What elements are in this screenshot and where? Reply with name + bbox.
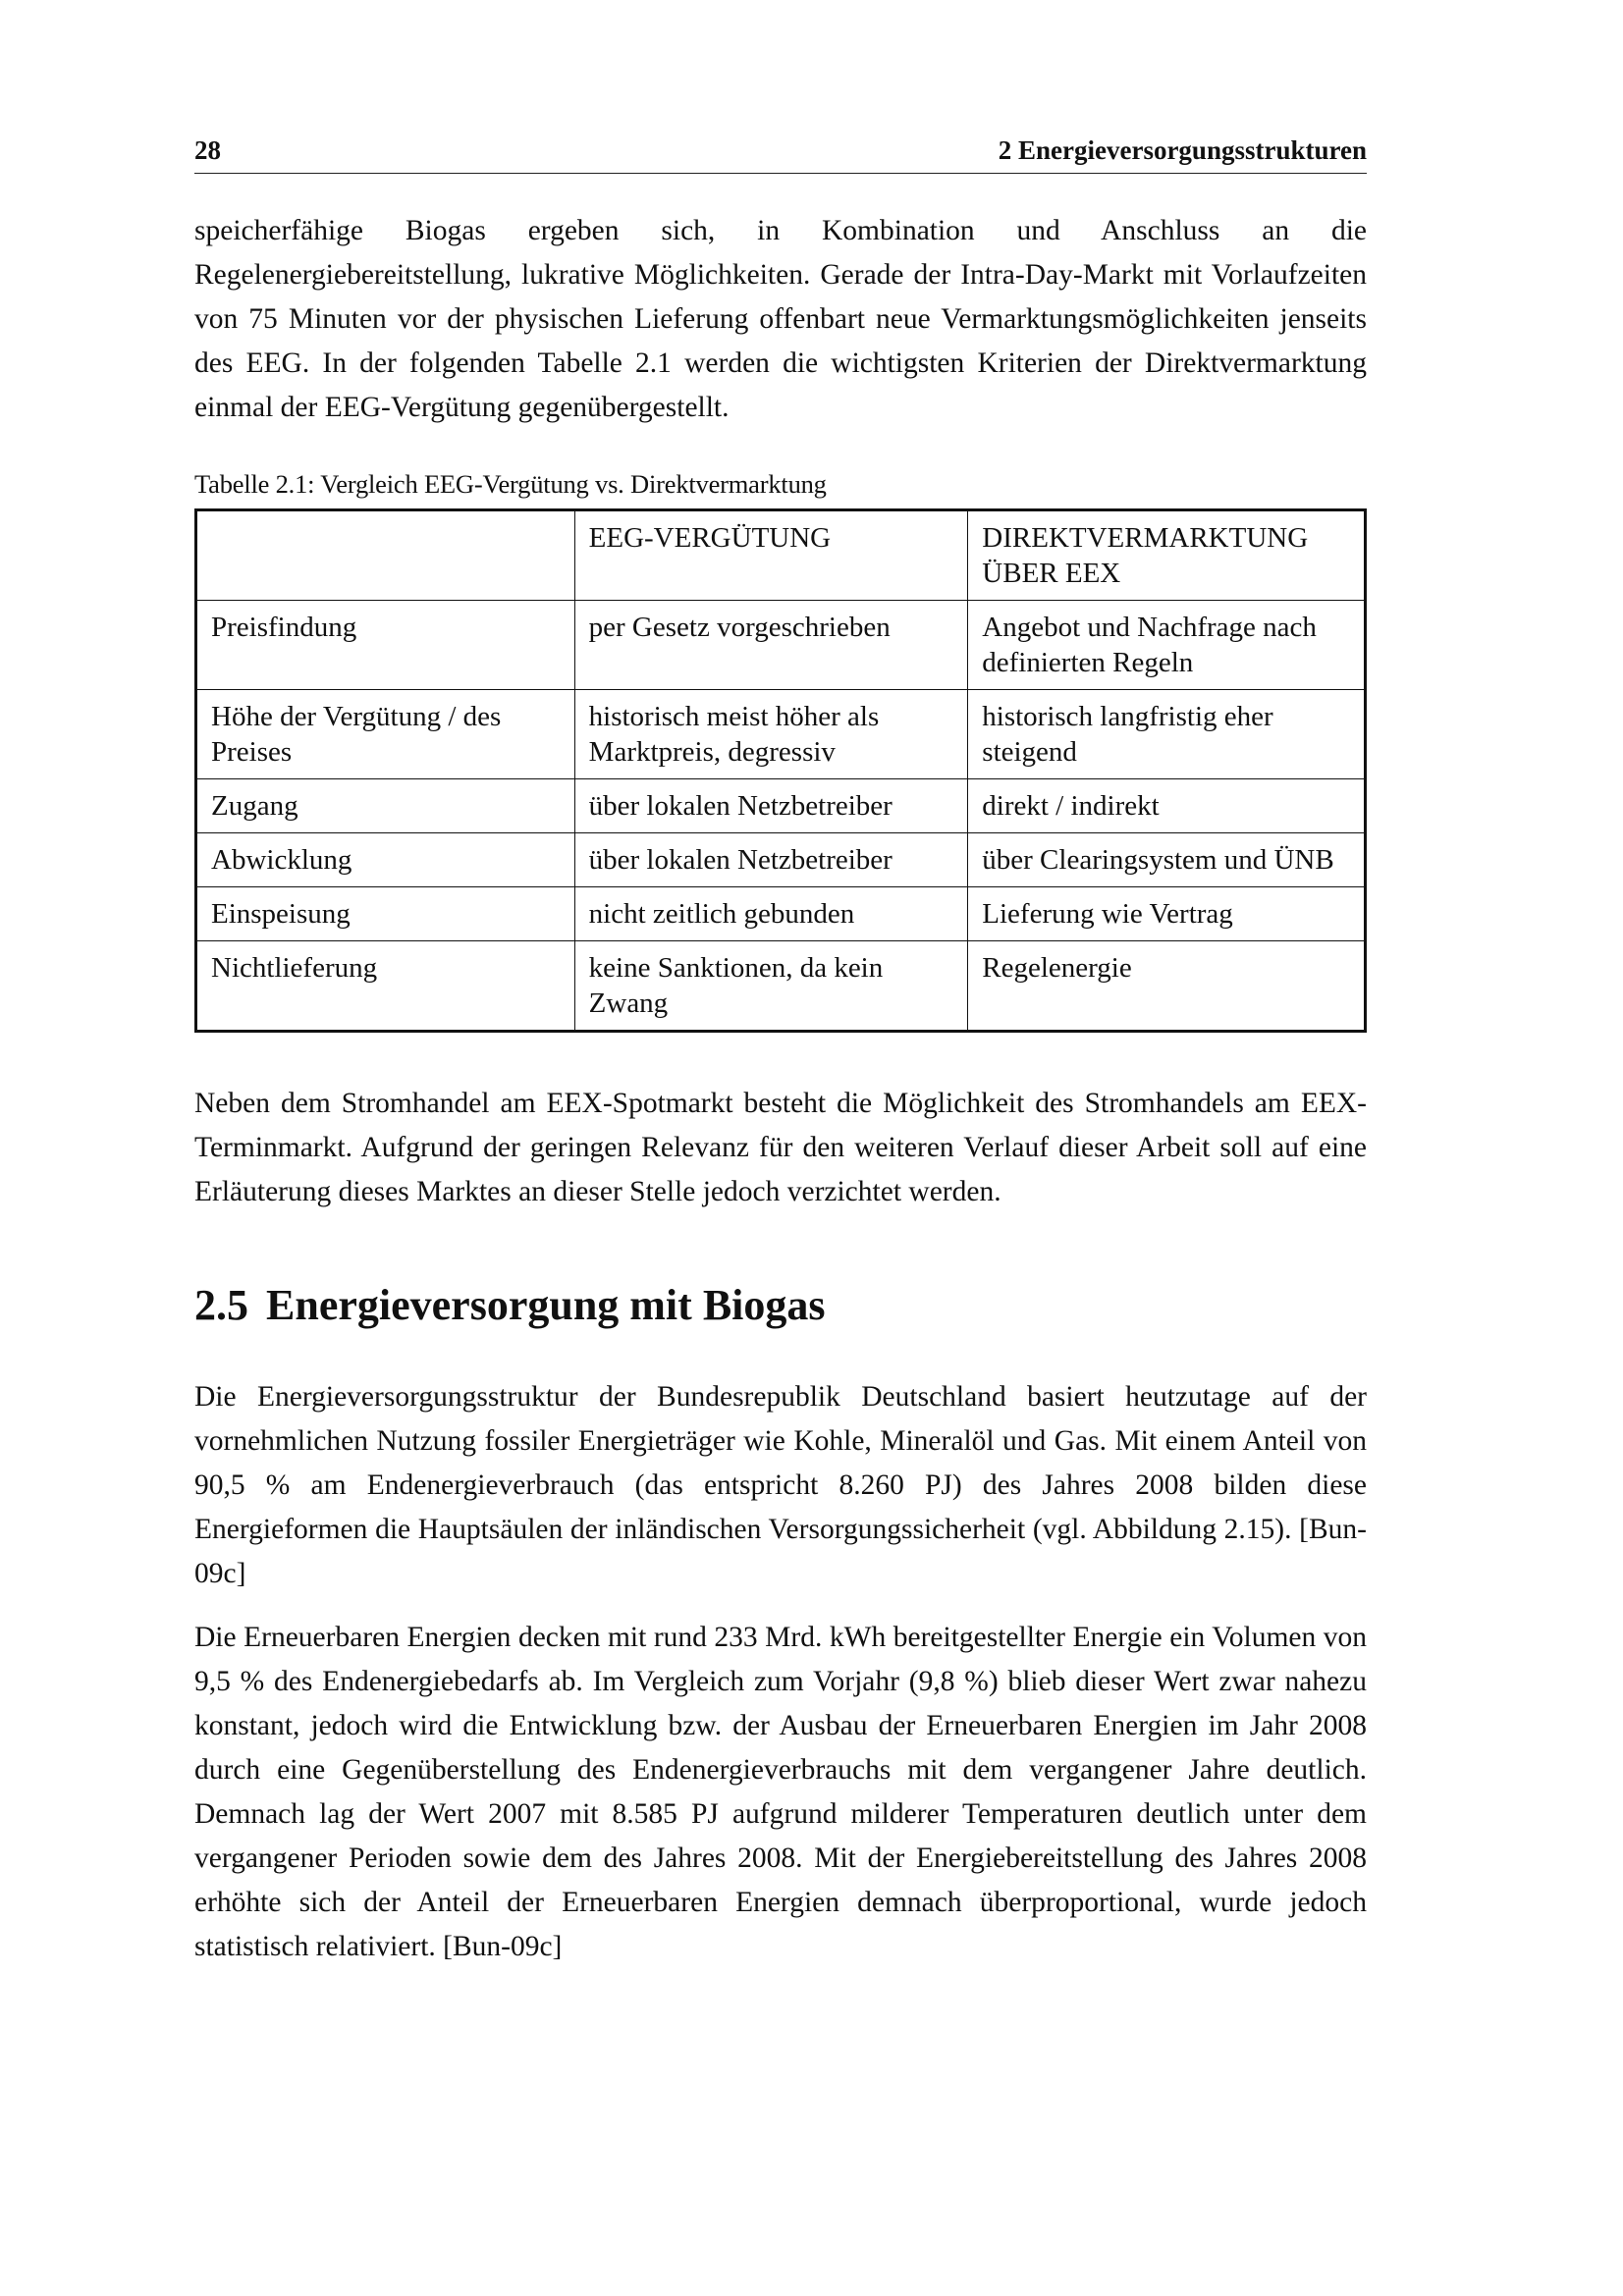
section-number: 2.5 bbox=[194, 1281, 248, 1329]
table-row bbox=[196, 887, 1366, 941]
table-row bbox=[196, 941, 1366, 1032]
table-header-row bbox=[196, 510, 1366, 601]
table-cell: nicht zeitlich gebunden bbox=[574, 887, 968, 941]
table-cell: Abwicklung bbox=[196, 833, 575, 887]
section-paragraph: Die Erneuerbaren Energien decken mit rund 233 Mrd. kWh bereitgestellter Energie ein Volumen von 9,5 % des Endenergiebedarfs ab. Im Vergleich zum Vorjahr (9,8 %) blieb dieser Wert zwar nahezu konstant, jedoch wird die Entwicklung bzw. der Ausbau der Erneuerbaren Energien im Jahr 2008 durch eine Gegenüberstellung des Endenergieverbrauchs mit dem vergangener Jahre deutlich. Demnach lag der Wert 2007 mit 8.585 PJ aufgrund milderer Temperaturen deutlich unter dem vergangener Perioden sowie dem des Jahres 2008. Mit der Energiebereitstellung des Jahres 2008 erhöhte sich der Anteil der Erneuerbaren Energien demnach überproportional, wurde jedoch statistisch relativiert. [Bun-09c] bbox=[194, 1622, 1367, 1962]
table-cell: Nichtlieferung bbox=[196, 941, 575, 1032]
after-table-paragraph: Neben dem Stromhandel am EEX-Spotmarkt besteht die Möglichkeit des Stromhandels am EEX-Terminmarkt. Aufgrund der geringen Relevanz für den weiteren Verlauf dieser Arbeit soll auf eine Erläuterung dieses Marktes an dieser Stelle jedoch verzichtet werden. bbox=[194, 1088, 1367, 1207]
table-cell: Regelenergie bbox=[968, 941, 1366, 1032]
table-header-cell: DIREKTVERMARKTUNG ÜBER EEX bbox=[968, 510, 1366, 601]
intro-paragraph: speicherfähige Biogas ergeben sich, in Kombination und Anschluss an die Regelenergiebereitstellung, lukrative Möglichkeiten. Gerade der Intra-Day-Markt mit Vorlaufzeiten von 75 Minuten vor der physischen Lieferung offenbart neue Vermarktungsmöglichkeiten jenseits des EEG. In der folgenden Tabelle 2.1 werden die wichtigsten Kriterien der Direktvermarktung einmal der EEG-Vergütung gegenübergestellt. bbox=[194, 215, 1367, 423]
document-page bbox=[194, 135, 1367, 1969]
section-heading bbox=[194, 1279, 1367, 1332]
table-row bbox=[196, 601, 1366, 690]
table-cell: per Gesetz vorgeschrieben bbox=[574, 601, 968, 690]
table-cell: historisch meist höher als Marktpreis, degressiv bbox=[574, 690, 968, 779]
table-cell: über lokalen Netzbetreiber bbox=[574, 779, 968, 833]
comparison-table bbox=[194, 508, 1367, 1033]
table-cell: über lokalen Netzbetreiber bbox=[574, 833, 968, 887]
table-row bbox=[196, 833, 1366, 887]
page-number: 28 bbox=[194, 135, 221, 165]
running-header bbox=[194, 135, 1367, 174]
table-cell: Lieferung wie Vertrag bbox=[968, 887, 1366, 941]
table-header-cell bbox=[196, 510, 575, 601]
table-cell: keine Sanktionen, da kein Zwang bbox=[574, 941, 968, 1032]
table-cell: Preisfindung bbox=[196, 601, 575, 690]
section-title: Energieversorgung mit Biogas bbox=[266, 1281, 826, 1329]
table-cell: über Clearingsystem und ÜNB bbox=[968, 833, 1366, 887]
table-cell: Höhe der Vergütung / des Preises bbox=[196, 690, 575, 779]
chapter-title: 2 Energieversorgungsstrukturen bbox=[998, 135, 1367, 165]
table-caption: Tabelle 2.1: Vergleich EEG-Vergütung vs. Direktvermarktung bbox=[194, 469, 827, 499]
table-row bbox=[196, 690, 1366, 779]
table-header-cell: EEG-VERGÜTUNG bbox=[574, 510, 968, 601]
table-cell: Angebot und Nachfrage nach definierten Regeln bbox=[968, 601, 1366, 690]
table-cell: Zugang bbox=[196, 779, 575, 833]
section-paragraph: Die Energieversorgungsstruktur der Bundesrepublik Deutschland basiert heutzutage auf der vornehmlichen Nutzung fossiler Energieträger wie Kohle, Mineralöl und Gas. Mit einem Anteil von 90,5 % am Endenergieverbrauch (das entspricht 8.260 PJ) des Jahres 2008 bilden diese Energieformen die Hauptsäulen der inländischen Versorgungssicherheit (vgl. Abbildung 2.15). [Bun-09c] bbox=[194, 1381, 1367, 1589]
table-cell: direkt / indirekt bbox=[968, 779, 1366, 833]
table-cell: Einspeisung bbox=[196, 887, 575, 941]
table-cell: historisch langfristig eher steigend bbox=[968, 690, 1366, 779]
table-row bbox=[196, 779, 1366, 833]
